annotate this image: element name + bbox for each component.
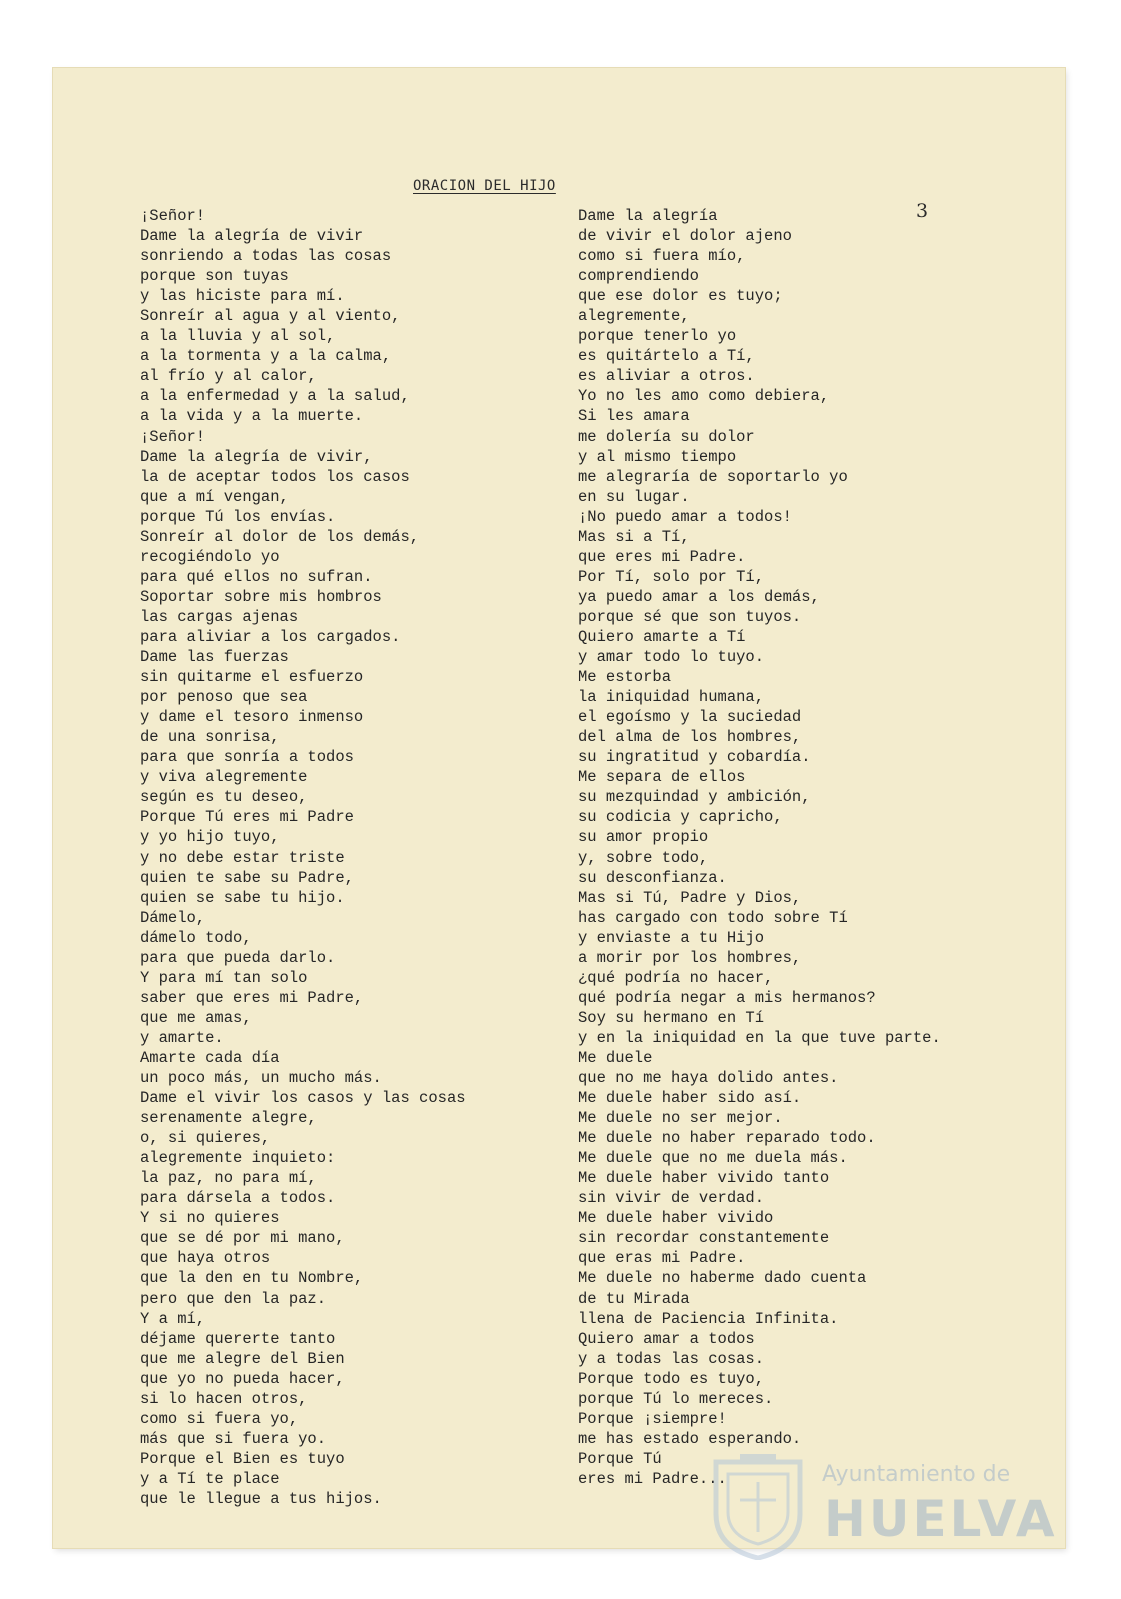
poem-line: qué podría negar a mis hermanos? [578, 988, 876, 1007]
poem-line: que la den en tu Nombre, [140, 1269, 364, 1288]
poem-line: como si fuera yo, [140, 1409, 299, 1428]
poem-line: Por Tí, solo por Tí, [578, 567, 765, 586]
poem-line: al frío y al calor, [140, 367, 317, 386]
poem-line: su mezquindad y ambición, [578, 788, 811, 807]
poem-line: me alegraría de soportarlo yo [578, 467, 848, 486]
poem-line: es aliviar a otros. [578, 367, 755, 386]
poem-line: para que pueda darlo. [140, 948, 336, 967]
poem-line: a la tormenta y a la calma, [140, 347, 392, 366]
poem-line: es quitártelo a Tí, [578, 347, 755, 366]
poem-line: de una sonrisa, [140, 728, 280, 747]
poem-line: Si les amara [578, 407, 690, 426]
poem-line: Me duele no haber reparado todo. [578, 1129, 876, 1148]
coat-of-arms-icon [710, 1452, 806, 1560]
poem-line: Porque Tú eres mi Padre [140, 808, 354, 827]
poem-line: y las hiciste para mí. [140, 287, 345, 306]
poem-line: y, sobre todo, [578, 848, 709, 867]
poem-line: del alma de los hombres, [578, 728, 802, 747]
poem-line: que haya otros [140, 1249, 271, 1268]
poem-line: ya puedo amar a los demás, [578, 587, 820, 606]
poem-line: las cargas ajenas [140, 607, 299, 626]
poem-line: Amarte cada día [140, 1048, 280, 1067]
poem-line: y en la iniquidad en la que tuve parte. [578, 1028, 941, 1047]
poem-line: por penoso que sea [140, 688, 308, 707]
poem-line: Dame las fuerzas [140, 648, 289, 667]
poem-line: Yo no les amo como debiera, [578, 387, 830, 406]
poem-line: y a todas las cosas. [578, 1349, 765, 1368]
document-title: ORACION DEL HIJO [413, 178, 556, 194]
poem-line: su amor propio [578, 828, 709, 847]
poem-line: Porque ¡siempre! [578, 1409, 727, 1428]
poem-line: la iniquidad humana, [578, 688, 765, 707]
poem-line: un poco más, un mucho más. [140, 1069, 382, 1088]
poem-line: ¿qué podría no hacer, [578, 968, 774, 987]
poem-line: y viva alegremente [140, 768, 308, 787]
poem-line: que me alegre del Bien [140, 1349, 345, 1368]
poem-line: su ingratitud y cobardía. [578, 748, 811, 767]
poem-line: que ese dolor es tuyo; [578, 287, 783, 306]
poem-line: y yo hijo tuyo, [140, 828, 280, 847]
poem-line: Me estorba [578, 668, 672, 687]
poem-line: sonriendo a todas las cosas [140, 247, 392, 266]
poem-line: Quiero amar a todos [578, 1329, 755, 1348]
poem-line: Porque todo es tuyo, [578, 1369, 765, 1388]
poem-line: serenamente alegre, [140, 1109, 317, 1128]
poem-line: ¡No puedo amar a todos! [578, 507, 792, 526]
poem-line: de vivir el dolor ajeno [578, 227, 792, 246]
poem-line: y amar todo lo tuyo. [578, 648, 765, 667]
poem-line: y dame el tesoro inmenso [140, 708, 364, 727]
poem-line: a la vida y a la muerte. [140, 407, 364, 426]
poem-line: Dame la alegría de vivir [140, 227, 364, 246]
poem-line: o, si quieres, [140, 1129, 271, 1148]
poem-line: y al mismo tiempo [578, 447, 737, 466]
poem-line: alegremente inquieto: [140, 1149, 336, 1168]
poem-left-column [140, 206, 520, 1509]
poem-line: Mas si a Tí, [578, 527, 690, 546]
poem-line: Mas si Tú, Padre y Dios, [578, 888, 802, 907]
poem-line: dámelo todo, [140, 928, 252, 947]
poem-line: sin quitarme el esfuerzo [140, 668, 364, 687]
poem-line: comprendiendo [578, 267, 699, 286]
poem-line: a la lluvia y al sol, [140, 327, 336, 346]
poem-line: Me duele no haberme dado cuenta [578, 1269, 867, 1288]
poem-line: de tu Mirada [578, 1289, 690, 1308]
poem-line: y amarte. [140, 1028, 224, 1047]
poem-line: porque son tuyas [140, 267, 289, 286]
poem-line: Y a mí, [140, 1309, 206, 1328]
poem-line: para que sonría a todos [140, 748, 354, 767]
poem-line: para qué ellos no sufran. [140, 567, 373, 586]
poem-line: Me duele haber vivido tanto [578, 1169, 830, 1188]
poem-line: según es tu deseo, [140, 788, 308, 807]
poem-line: a morir por los hombres, [578, 948, 802, 967]
poem-line: me dolería su dolor [578, 427, 755, 446]
poem-line: en su lugar. [578, 487, 690, 506]
poem-line: como si fuera mío, [578, 247, 746, 266]
poem-line: que eres mi Padre. [578, 547, 746, 566]
poem-line: ¡Señor! [140, 427, 206, 446]
watermark-line1: Ayuntamiento de [822, 1462, 1011, 1487]
poem-line: Porque el Bien es tuyo [140, 1449, 345, 1468]
page-number: 3 [916, 200, 929, 222]
poem-line: y a Tí te place [140, 1469, 280, 1488]
poem-line: que le llegue a tus hijos. [140, 1490, 382, 1508]
poem-line: Dame la alegría de vivir, [140, 447, 373, 466]
poem-line: Soportar sobre mis hombros [140, 587, 382, 606]
poem-line: y enviaste a tu Hijo [578, 928, 765, 947]
poem-line: sin vivir de verdad. [578, 1189, 765, 1208]
poem-line: recogiéndolo yo [140, 547, 280, 566]
poem-line: quien te sabe su Padre, [140, 868, 354, 887]
poem-line: llena de Paciencia Infinita. [578, 1309, 839, 1328]
poem-line: su desconfianza. [578, 868, 727, 887]
poem-line: más que si fuera yo. [140, 1429, 327, 1448]
poem-line: eres mi Padre... [578, 1469, 727, 1488]
poem-line: el egoísmo y la suciedad [578, 708, 802, 727]
poem-line: Sonreír al dolor de los demás, [140, 527, 420, 546]
poem-line: me has estado esperando. [578, 1429, 802, 1448]
poem-line: Y si no quieres [140, 1209, 280, 1228]
poem-line: que a mí vengan, [140, 487, 289, 506]
poem-line: porque sé que son tuyos. [578, 607, 802, 626]
poem-line: que no me haya dolido antes. [578, 1069, 839, 1088]
poem-line: Me duele que no me duela más. [578, 1149, 848, 1168]
poem-line: que se dé por mi mano, [140, 1229, 345, 1248]
poem-line: que me amas, [140, 1008, 252, 1027]
poem-line: quien se sabe tu hijo. [140, 888, 345, 907]
poem-line: porque Tú los envías. [140, 507, 336, 526]
poem-line: su codicia y capricho, [578, 808, 783, 827]
poem-line: Porque Tú [578, 1449, 662, 1468]
poem-line: Dámelo, [140, 908, 206, 927]
poem-line: la de aceptar todos los casos [140, 467, 410, 486]
poem-line: Dame el vivir los casos y las cosas [140, 1089, 466, 1108]
poem-line: si lo hacen otros, [140, 1389, 308, 1408]
poem-line: para dársela a todos. [140, 1189, 336, 1208]
poem-line: alegremente, [578, 307, 690, 326]
poem-line: para aliviar a los cargados. [140, 627, 401, 646]
poem-line: déjame quererte tanto [140, 1329, 336, 1348]
watermark [710, 1452, 1058, 1562]
poem-line: Me duele haber sido así. [578, 1089, 802, 1108]
poem-line: ¡Señor! [140, 207, 206, 225]
poem-line: Y para mí tan solo [140, 968, 308, 987]
poem-line: Soy su hermano en Tí [578, 1008, 765, 1027]
poem-line: sin recordar constantemente [578, 1229, 830, 1248]
poem-line: Quiero amarte a Tí [578, 627, 746, 646]
poem-line: porque tenerlo yo [578, 327, 737, 346]
poem-right-column [578, 206, 998, 1489]
poem-line: que eras mi Padre. [578, 1249, 746, 1268]
poem-line: has cargado con todo sobre Tí [578, 908, 848, 927]
poem-line: saber que eres mi Padre, [140, 988, 364, 1007]
poem-line: y no debe estar triste [140, 848, 345, 867]
poem-line: Me duele [578, 1048, 653, 1067]
poem-line: porque Tú lo mereces. [578, 1389, 774, 1408]
poem-line: la paz, no para mí, [140, 1169, 317, 1188]
poem-line: a la enfermedad y a la salud, [140, 387, 410, 406]
poem-line: Me separa de ellos [578, 768, 746, 787]
poem-line: Me duele haber vivido [578, 1209, 774, 1228]
poem-line: pero que den la paz. [140, 1289, 327, 1308]
poem-line: Me duele no ser mejor. [578, 1109, 783, 1128]
watermark-line2: HUELVA [824, 1490, 1058, 1548]
poem-line: que yo no pueda hacer, [140, 1369, 345, 1388]
poem-line: Dame la alegría [578, 207, 718, 225]
poem-line: Sonreír al agua y al viento, [140, 307, 401, 326]
